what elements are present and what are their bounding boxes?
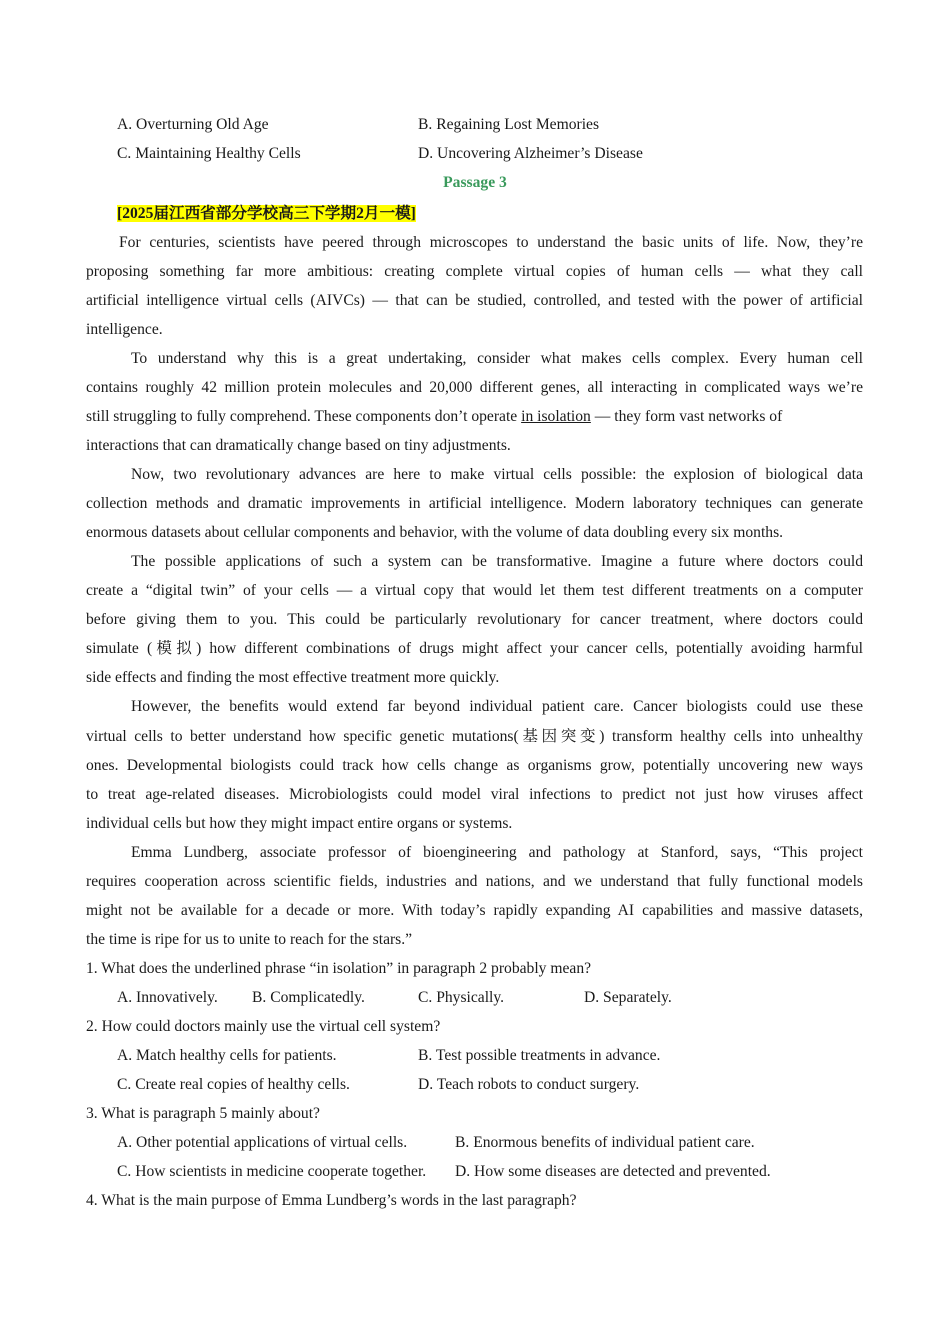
p2-line-2: contains roughly 42 million protein molecules and 20,000 different genes, all interacting in complicated ways we’re <box>86 379 863 396</box>
q2-option-d: D. Teach robots to conduct surgery. <box>418 1076 640 1093</box>
p1-line-4: intelligence. <box>86 321 163 338</box>
q1-option-b: B. Complicatedly. <box>252 989 365 1006</box>
prev-option-c: C. Maintaining Healthy Cells <box>117 145 301 162</box>
q2-option-b: B. Test possible treatments in advance. <box>418 1047 661 1064</box>
q1-option-d: D. Separately. <box>584 989 672 1006</box>
prev-option-a: A. Overturning Old Age <box>117 116 269 133</box>
p5-line-3: ones. Developmental biologists could track how cells change as organisms grow, potentially uncovering new ways <box>86 757 863 774</box>
p6-line-1: Emma Lundberg, associate professor of bioengineering and pathology at Stanford, says, “This project <box>131 844 863 861</box>
source-tag <box>117 199 416 228</box>
question-1-stem: 1. What does the underlined phrase “in isolation” in paragraph 2 probably mean? <box>86 960 592 977</box>
q3-option-b: B. Enormous benefits of individual patient care. <box>455 1134 755 1151</box>
p3-line-2: collection methods and dramatic improvements in artificial intelligence. Modern laboratory techniques can generate <box>86 495 863 512</box>
p2-line-3-pre: still struggling to fully comprehend. These components don’t operate <box>86 408 522 425</box>
p5-line-4: to treat age-related diseases. Microbiologists could model viral infections to predict not just how viruses affect <box>86 786 863 803</box>
p2-line-3 <box>86 402 863 431</box>
p6-line-4: the time is ripe for us to unite to reach for the stars.” <box>86 931 413 948</box>
p1-line-2: proposing something far more ambitious: creating complete virtual copies of human cells — what they call <box>86 263 863 280</box>
prev-option-d: D. Uncovering Alzheimer’s Disease <box>418 145 643 162</box>
p5-line-2: virtual cells to better understand how specific genetic mutations(基因突变) transform healthy cells into unhealthy <box>86 728 863 745</box>
prev-option-b: B. Regaining Lost Memories <box>418 116 600 133</box>
q3-option-d: D. How some diseases are detected and prevented. <box>455 1163 771 1180</box>
q2-option-a: A. Match healthy cells for patients. <box>117 1047 337 1064</box>
p2-line-1: To understand why this is a great undertaking, consider what makes cells complex. Every human cell <box>131 350 863 367</box>
question-4-stem: 4. What is the main purpose of Emma Lundberg’s words in the last paragraph? <box>86 1192 577 1209</box>
p5-line-1: However, the benefits would extend far beyond individual patient care. Cancer biologists could use these <box>131 698 863 715</box>
q1-option-c: C. Physically. <box>418 989 505 1006</box>
question-3-stem: 3. What is paragraph 5 mainly about? <box>86 1105 320 1122</box>
p5-line-5: individual cells but how they might impact entire organs or systems. <box>86 815 513 832</box>
p6-line-2: requires cooperation across scientific fields, industries and nations, and we understand that fully functional models <box>86 873 863 890</box>
p4-line-4: simulate (模拟) how different combinations of drugs might affect your cancer cells, potentially avoiding harmful <box>86 640 863 657</box>
q2-option-c: C. Create real copies of healthy cells. <box>117 1076 350 1093</box>
q3-option-c: C. How scientists in medicine cooperate together. <box>117 1163 427 1180</box>
p4-line-3: before giving them to you. This could be particularly revolutionary for cancer treatment, where doctors could <box>86 611 863 628</box>
p1-line-3: artificial intelligence virtual cells (AIVCs) — that can be studied, controlled, and tested with the power of artificial <box>86 292 863 309</box>
p6-line-3: might not be available for a decade or more. With today’s rapidly expanding AI capabilities and massive datasets, <box>86 902 863 919</box>
p4-line-2: create a “digital twin” of your cells — a virtual copy that would let them test different treatments on a computer <box>86 582 863 599</box>
source-tag-text: [2025届江西省部分学校高三下学期2月一模] <box>117 205 416 222</box>
question-2-stem: 2. How could doctors mainly use the virtual cell system? <box>86 1018 441 1035</box>
p3-line-3: enormous datasets about cellular components and behavior, with the volume of data doubling every six months. <box>86 524 784 541</box>
p3-line-1: Now, two revolutionary advances are here to make virtual cells possible: the explosion of biological data <box>131 466 863 483</box>
q3-option-a: A. Other potential applications of virtual cells. <box>117 1134 408 1151</box>
p2-line-3-post: — they form vast networks of <box>590 408 783 425</box>
q1-option-a: A. Innovatively. <box>117 989 218 1006</box>
p4-line-1: The possible applications of such a system can be transformative. Imagine a future where doctors could <box>131 553 863 570</box>
p1-line-1: For centuries, scientists have peered through microscopes to understand the basic units of life. Now, they’re <box>119 234 863 251</box>
p4-line-5: side effects and finding the most effective treatment more quickly. <box>86 669 500 686</box>
underlined-phrase: in isolation <box>521 408 591 425</box>
p2-line-4: interactions that can dramatically change based on tiny adjustments. <box>86 437 511 454</box>
passage-title: Passage 3 <box>443 174 507 191</box>
